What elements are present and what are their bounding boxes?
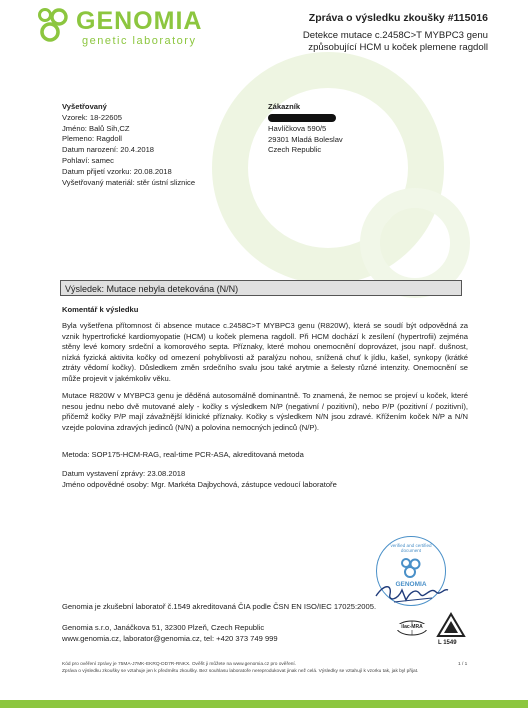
subject-line: Pohlaví: samec	[62, 155, 114, 165]
footer-address: Genomia s.r.o, Janáčkova 51, 32300 Plzeň, Czech Republic	[62, 623, 265, 632]
comment-heading: Komentář k výsledku	[62, 305, 139, 314]
customer-heading: Zákazník	[268, 102, 301, 111]
responsible-person: Jméno odpovědné osoby: Mgr. Markéta Dajbychová, zástupce vedoucí laboratoře	[62, 480, 337, 489]
stamp-logo: GENOMIA	[395, 581, 427, 588]
logo-circles-icon	[36, 6, 72, 42]
customer-line: 29301 Mladá Boleslav	[268, 134, 343, 144]
subject-line: Datum přijetí vzorku: 20.08.2018	[62, 166, 172, 176]
subject-line: Datum narození: 20.4.2018	[62, 145, 155, 155]
logo	[36, 6, 236, 48]
stamp-circles-icon	[399, 557, 423, 579]
subject-line: Plemeno: Ragdoll	[62, 134, 122, 144]
legal-note: Zpráva o výsledku zkoušky se vztahuje jen k předmětu zkoušky. Bez souhlasu laboratoře nereprodukovat jinak než celá. Výsledky se vztahují k vzorku tak, jak byl přijat.	[62, 669, 419, 674]
logo-subtitle: genetic laboratory	[82, 35, 197, 47]
customer-block	[268, 102, 448, 156]
ilac-mra-logo	[395, 620, 429, 636]
bottom-brand-bar	[0, 700, 528, 708]
method-line: Metoda: SOP175-HCM-RAG, real-time PCR-ASA, akreditovaná metoda	[62, 450, 304, 459]
comment-paragraph-2: Mutace R820W v MYBPC3 genu je děděná autosomálně dominantně. To znamená, že nemoc se projeví u koček, které nesou jednu nebo dvě mutované alely - kočky s výsledkem N/P (negativní / pozitivní), nebo P/P (pozitivní / pozitivní), přičemž kočky P/P mají závažnější klinické příznaky. Kočky s výsledkem N/N jsou zdravé. Křížením koček N/P a N/N vzejde polovina zdravých jedinců (N/N) a polovina nemocných jedinců (N/P).	[62, 391, 468, 432]
logo-text: GENOMIA	[76, 7, 203, 35]
cia-label: L 1549	[438, 640, 457, 646]
comment-paragraph-1: Byla vyšetřena přítomnost či absence mutace c.2458C>T MYBPC3 genu (R820W), která se soudí být odpovědná za vznik hypertrofické kardiomyopatie (HCM) u koček plemena ragdoll. Při HCM dochází k zesílení (hypertrofii) zejména stěny levé komory srdeční a komorového septa. Příznaky, které mohou onemocnění doprovázet, jsou např. dušnost, nízká fyzická aktivita kočky od omezení pohyblivosti až paralýzu nohou, snížená chuť k jídlu, kašel, synkopy (krátké ztráty vědomí kočky). Důsledkem změn srdečního svalu jsou také arytmie a šelesty různé intenzity. Onemocnění se může projevit v jakémkoliv věku.	[62, 321, 468, 383]
subject-line: Vzorek: 18-22605	[62, 112, 122, 122]
subject-line: Vyšetřovaný materiál: stěr ústní sliznice	[62, 177, 196, 187]
customer-line: Czech Republic	[268, 145, 322, 155]
stamp-text: verified and certified document	[390, 543, 432, 553]
subject-heading: Vyšetřovaný	[62, 102, 107, 111]
subject-line: Jméno: Balů Sih,CZ	[62, 123, 130, 133]
footer-contact: www.genomia.cz, laborator@genomia.cz, tel: +420 373 749 999	[62, 634, 278, 643]
redacted-name	[268, 114, 336, 122]
cia-accreditation-icon	[436, 612, 466, 638]
page-number: 1 / 1	[458, 662, 468, 667]
customer-line: Havlíčkova 590/5	[268, 123, 327, 133]
accreditation-text: Genomia je zkušební laboratoř č.1549 akreditovaná ČIA podle ČSN EN ISO/IEC 17025:2005.	[62, 602, 377, 611]
result-box: Výsledek: Mutace nebyla detekována (N/N)	[60, 280, 462, 296]
ilac-label: ilac-MRA	[395, 624, 429, 630]
report-date: Datum vystavení zprávy: 23.08.2018	[62, 469, 186, 478]
report-subtitle-2: způsobující HCM u koček plemene ragdoll	[308, 42, 488, 53]
subject-block	[62, 102, 242, 188]
report-title: Zpráva o výsledku zkoušky #115016	[308, 12, 488, 24]
verification-note: Kód pro ověření zprávy je 75MA-J7MK-EKRQ-DD7R-RNKX. Ověřit ji můžete na www.genomia.cz pro ověření.	[62, 662, 297, 667]
report-subtitle-1: Detekce mutace c.2458C>T MYBPC3 genu	[302, 30, 488, 41]
